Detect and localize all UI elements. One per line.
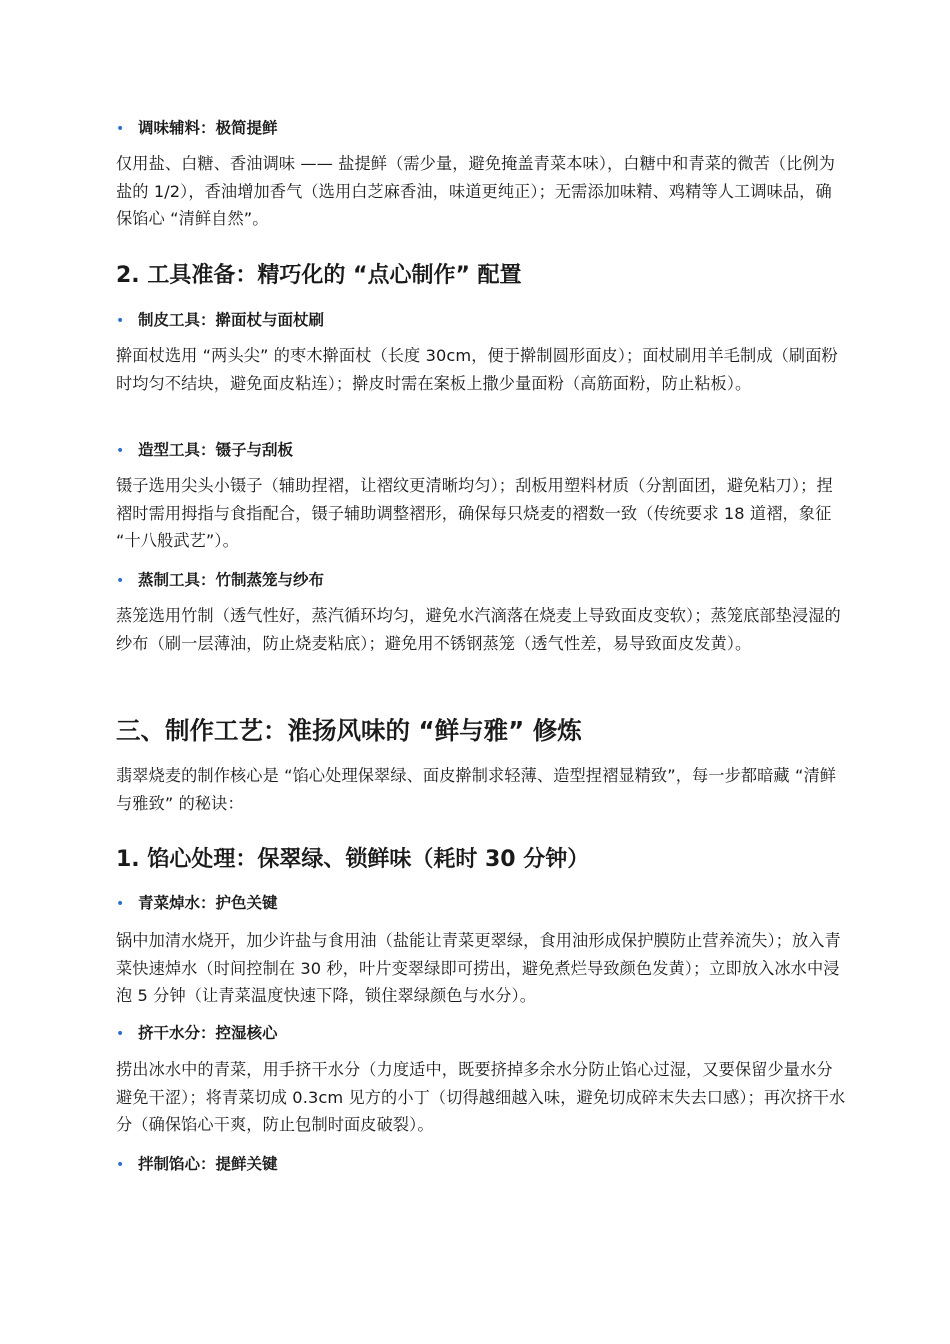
heading-filling: 1. 馅心处理：保翠绿、锁鲜味（耗时 30 分钟） <box>116 847 590 872</box>
paragraph-blanching: 锅中加清水烧开，加少许盐与食用油（盐能让青菜更翠绿，食用油形成保护膜防止营养流失）；放入青菜快速焯水（时间控制在 30 秒，叶片变翠绿即可捞出，避免煮烂导致颜色发黄）；立即放入冰水中浸泡 5 分钟（让青菜温度快速下降，锁住翠绿颜色与水分）。 <box>116 931 841 1005</box>
bullet-label: 调味辅料：极简提鲜 <box>138 119 278 137</box>
bullet-label: 青菜焯水：护色关键 <box>138 894 278 912</box>
paragraph-squeeze: 捞出冰水中的青菜，用手挤干水分（力度适中，既要挤掉多余水分防止馅心过湿，又要保留少量水分避免干涩）；将青菜切成 0.3cm 见方的小丁（切得越细越入味，避免切成碎末失去口感）；再次挤干水分（确保馅心干爽，防止包制时面皮破裂）。 <box>116 1060 846 1134</box>
bullet-steaming-tools <box>116 569 324 592</box>
bullet-dot-icon: • <box>116 121 125 137</box>
heading-tools: 2. 工具准备：精巧化的 “点心制作” 配置 <box>116 263 522 288</box>
paragraph-wrapper-tools: 擀面杖选用 “两头尖” 的枣木擀面杖（长度 30cm，便于擀制圆形面皮）；面杖刷用羊毛制成（刷面粉时均匀不结块，避免面皮粘连）；擀皮时需在案板上撒少量面粉（高筋面粉，防止粘板）。 <box>116 346 838 393</box>
paragraph-steaming-tools: 蒸笼选用竹制（透气性好，蒸汽循环均匀，避免水汽滴落在烧麦上导致面皮变软）；蒸笼底部垫浸湿的纱布（刷一层薄油，防止烧麦粘底）；避免用不锈钢蒸笼（透气性差，易导致面皮发黄）。 <box>116 606 841 653</box>
bullet-dot-icon: • <box>116 573 125 589</box>
bullet-label: 造型工具：镊子与刮板 <box>138 441 294 459</box>
bullet-seasoning <box>116 117 278 140</box>
paragraph-seasoning: 仅用盐、白糖、香油调味 —— 盐提鲜（需少量，避免掩盖青菜本味），白糖中和青菜的微苦（比例为盐的 1/2），香油增加香气（选用白芝麻香油，味道更纯正）；无需添加味精、鸡精等人工调味品，确保馅心 “清鲜自然”。 <box>116 154 836 228</box>
bullet-label: 制皮工具：擀面杖与面杖刷 <box>138 311 325 329</box>
bullet-dot-icon: • <box>116 896 125 912</box>
bullet-dot-icon: • <box>116 313 125 329</box>
bullet-mixing <box>116 1153 278 1176</box>
bullet-squeeze <box>116 1022 278 1045</box>
bullet-dot-icon: • <box>116 1026 125 1042</box>
bullet-label: 挤干水分：控湿核心 <box>138 1024 278 1042</box>
bullet-dot-icon: • <box>116 443 125 459</box>
bullet-label: 蒸制工具：竹制蒸笼与纱布 <box>138 571 325 589</box>
bullet-label: 拌制馅心：提鲜关键 <box>138 1155 278 1173</box>
bullet-wrapper-tools <box>116 309 324 332</box>
bullet-shaping-tools <box>116 439 293 462</box>
paragraph-shaping-tools: 镊子选用尖头小镊子（辅助捏褶，让褶纹更清晰均匀）；刮板用塑料材质（分割面团，避免粘刀）；捏褶时需用拇指与食指配合，镊子辅助调整褶形，确保每只烧麦的褶数一致（传统要求 18 道褶，象征 “十八般武艺”）。 <box>116 476 833 550</box>
bullet-dot-icon: • <box>116 1157 125 1173</box>
paragraph-craft-intro: 翡翠烧麦的制作核心是 “馅心处理保翠绿、面皮擀制求轻薄、造型捏褶显精致”，每一步都暗藏 “清鲜与雅致” 的秘诀： <box>116 766 837 813</box>
bullet-blanching <box>116 892 278 915</box>
heading-craft: 三、制作工艺：淮扬风味的 “鲜与雅” 修炼 <box>116 716 582 745</box>
